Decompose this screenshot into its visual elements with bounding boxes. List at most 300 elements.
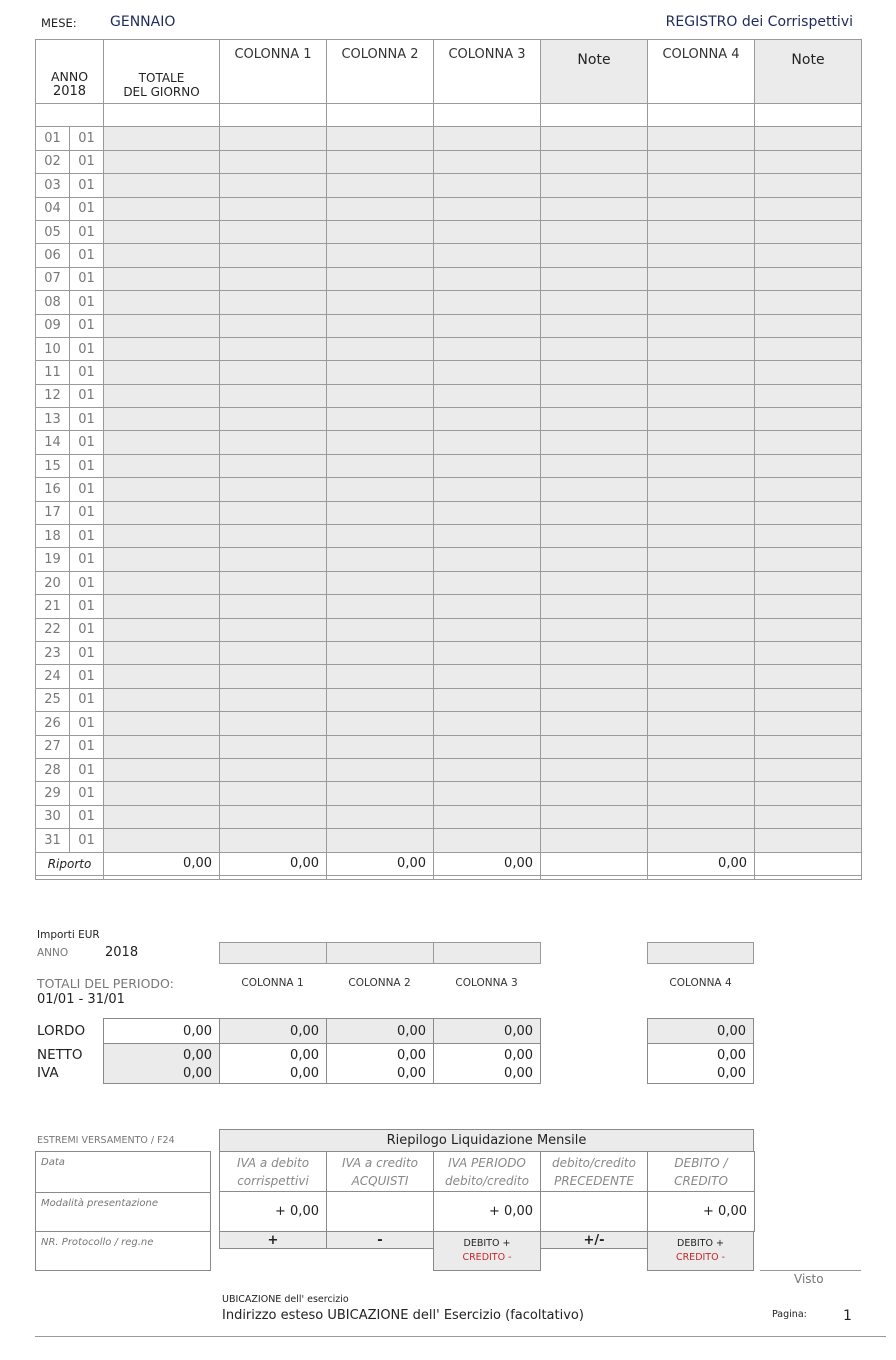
col3-header: COLONNA 3 <box>434 40 541 104</box>
riepilogo-header-line1: IVA a debito <box>236 1156 310 1170</box>
day-col1-cell[interactable] <box>220 291 327 314</box>
day-note2-cell[interactable] <box>755 548 862 571</box>
day-col3-cell[interactable] <box>434 571 541 594</box>
day-totale-cell[interactable] <box>104 501 220 524</box>
day-col2-cell[interactable] <box>327 174 434 197</box>
day-col1-cell[interactable] <box>220 758 327 781</box>
day-totale-cell[interactable] <box>104 688 220 711</box>
day-note1-cell[interactable] <box>541 548 648 571</box>
day-col3-cell[interactable] <box>434 408 541 431</box>
day-totale-cell[interactable] <box>104 758 220 781</box>
day-col1-cell[interactable] <box>220 337 327 360</box>
day-note2-cell[interactable] <box>755 454 862 477</box>
day-col1-cell[interactable] <box>220 782 327 805</box>
day-col4-cell[interactable] <box>648 174 755 197</box>
day-col2-cell[interactable] <box>327 501 434 524</box>
day-totale-cell[interactable] <box>104 127 220 150</box>
day-number: 02 <box>36 150 70 173</box>
day-totale-cell[interactable] <box>104 618 220 641</box>
day-note1-cell[interactable] <box>541 641 648 664</box>
day-note2-cell[interactable] <box>755 782 862 805</box>
day-col2-cell[interactable] <box>327 805 434 828</box>
importi-box-1 <box>219 942 327 964</box>
day-note1-cell[interactable] <box>541 665 648 688</box>
day-col2-cell[interactable] <box>327 478 434 501</box>
day-col3-cell[interactable] <box>434 782 541 805</box>
month-number: 01 <box>70 595 104 618</box>
day-note2-cell[interactable] <box>755 150 862 173</box>
iva-label: IVA <box>37 1065 59 1081</box>
day-note1-cell[interactable] <box>541 688 648 711</box>
day-note1-cell[interactable] <box>541 454 648 477</box>
month-number: 01 <box>70 525 104 548</box>
day-note1-cell[interactable] <box>541 478 648 501</box>
riepilogo-header-line2: CREDITO <box>674 1174 728 1188</box>
day-note2-cell[interactable] <box>755 688 862 711</box>
netto-value: 0,00 <box>290 1048 319 1063</box>
day-note1-cell[interactable] <box>541 174 648 197</box>
day-col3-cell[interactable] <box>434 641 541 664</box>
totale-header-label-2: DEL GIORNO <box>123 85 200 99</box>
day-col1-cell[interactable] <box>220 641 327 664</box>
day-col1-cell[interactable] <box>220 525 327 548</box>
day-col2-cell[interactable] <box>327 595 434 618</box>
day-col4-cell[interactable] <box>648 805 755 828</box>
day-col3-cell[interactable] <box>434 501 541 524</box>
day-col4-cell[interactable] <box>648 548 755 571</box>
day-col3-cell[interactable] <box>434 337 541 360</box>
day-note1-cell[interactable] <box>541 197 648 220</box>
day-note1-cell[interactable] <box>541 758 648 781</box>
day-note2-cell[interactable] <box>755 244 862 267</box>
day-col4-cell[interactable] <box>648 454 755 477</box>
day-note1-cell[interactable] <box>541 735 648 758</box>
day-col4-cell[interactable] <box>648 665 755 688</box>
day-col2-cell[interactable] <box>327 525 434 548</box>
day-col2-cell[interactable] <box>327 548 434 571</box>
day-col4-cell[interactable] <box>648 384 755 407</box>
day-note2-cell[interactable] <box>755 361 862 384</box>
day-note1-cell[interactable] <box>541 525 648 548</box>
day-note1-cell[interactable] <box>541 150 648 173</box>
day-totale-cell[interactable] <box>104 548 220 571</box>
sign-minus <box>326 1231 434 1249</box>
register-title: REGISTRO dei Corrispettivi <box>665 14 853 30</box>
day-row <box>36 525 862 548</box>
day-col1-cell[interactable] <box>220 665 327 688</box>
day-col2-cell[interactable] <box>327 712 434 735</box>
day-col3-cell[interactable] <box>434 595 541 618</box>
day-col1-cell[interactable] <box>220 408 327 431</box>
month-number: 01 <box>70 291 104 314</box>
day-col2-cell[interactable] <box>327 735 434 758</box>
riepilogo-header-line1: DEBITO / <box>674 1156 728 1170</box>
day-number: 15 <box>36 454 70 477</box>
day-note2-cell[interactable] <box>755 197 862 220</box>
day-col1-cell[interactable] <box>220 688 327 711</box>
day-col3-cell[interactable] <box>434 220 541 243</box>
day-number: 17 <box>36 501 70 524</box>
day-note1-cell[interactable] <box>541 361 648 384</box>
versamento-label: ESTREMI VERSAMENTO / F24 <box>37 1135 175 1146</box>
month-number: 01 <box>70 712 104 735</box>
day-note2-cell[interactable] <box>755 758 862 781</box>
day-note2-cell[interactable] <box>755 127 862 150</box>
day-note1-cell[interactable] <box>541 805 648 828</box>
day-note2-cell[interactable] <box>755 314 862 337</box>
day-col4-cell[interactable] <box>648 408 755 431</box>
day-row <box>36 641 862 664</box>
anno-header <box>36 40 104 104</box>
grid-end-cell <box>327 875 434 879</box>
versamento-modalita[interactable]: Modalità presentazione <box>41 1198 159 1209</box>
day-col2-cell[interactable] <box>327 618 434 641</box>
day-col2-cell[interactable] <box>327 220 434 243</box>
day-col3-cell[interactable] <box>434 454 541 477</box>
day-col4-cell[interactable] <box>648 712 755 735</box>
day-totale-cell[interactable] <box>104 478 220 501</box>
day-number: 04 <box>36 197 70 220</box>
day-col4-cell[interactable] <box>648 291 755 314</box>
day-totale-cell[interactable] <box>104 571 220 594</box>
day-col4-cell[interactable] <box>648 618 755 641</box>
day-totale-cell[interactable] <box>104 665 220 688</box>
day-col2-cell[interactable] <box>327 314 434 337</box>
riepilogo-value: + 0,00 <box>275 1204 319 1219</box>
day-col3-cell[interactable] <box>434 478 541 501</box>
totali-col1-header: COLONNA 1 <box>241 977 304 989</box>
note1-header: Note <box>541 40 648 104</box>
day-col4-cell[interactable] <box>648 361 755 384</box>
day-col3-cell[interactable] <box>434 525 541 548</box>
blank-cell <box>755 104 862 127</box>
day-col4-cell[interactable] <box>648 758 755 781</box>
day-note2-cell[interactable] <box>755 291 862 314</box>
day-col1-cell[interactable] <box>220 244 327 267</box>
day-col1-cell[interactable] <box>220 454 327 477</box>
day-note2-cell[interactable] <box>755 174 862 197</box>
day-col4-cell[interactable] <box>648 735 755 758</box>
day-totale-cell[interactable] <box>104 291 220 314</box>
iva-value: 0,00 <box>717 1066 746 1081</box>
day-note2-cell[interactable] <box>755 805 862 828</box>
day-col3-cell[interactable] <box>434 712 541 735</box>
day-totale-cell[interactable] <box>104 337 220 360</box>
day-col4-cell[interactable] <box>648 267 755 290</box>
day-col3-cell[interactable] <box>434 314 541 337</box>
day-number: 30 <box>36 805 70 828</box>
day-note1-cell[interactable] <box>541 267 648 290</box>
day-col1-cell[interactable] <box>220 384 327 407</box>
sign-credito-text: CREDITO - <box>675 1252 726 1263</box>
riepilogo-value-cell[interactable] <box>326 1191 434 1232</box>
month-number: 01 <box>70 220 104 243</box>
day-totale-cell[interactable] <box>104 525 220 548</box>
day-col4-cell[interactable] <box>648 220 755 243</box>
day-note2-cell[interactable] <box>755 829 862 852</box>
versamento-data[interactable]: Data <box>41 1157 65 1168</box>
anno-header-value: 2018 <box>52 84 87 99</box>
riepilogo-value-cell[interactable] <box>647 1191 755 1232</box>
day-col1-cell[interactable] <box>220 618 327 641</box>
day-col3-cell[interactable] <box>434 829 541 852</box>
day-note1-cell[interactable] <box>541 712 648 735</box>
day-totale-cell[interactable] <box>104 267 220 290</box>
day-totale-cell[interactable] <box>104 150 220 173</box>
day-col1-cell[interactable] <box>220 267 327 290</box>
day-note2-cell[interactable] <box>755 595 862 618</box>
day-totale-cell[interactable] <box>104 454 220 477</box>
day-totale-cell[interactable] <box>104 782 220 805</box>
day-note1-cell[interactable] <box>541 501 648 524</box>
day-note2-cell[interactable] <box>755 408 862 431</box>
day-totale-cell[interactable] <box>104 712 220 735</box>
versamento-box <box>35 1151 211 1271</box>
day-totale-cell[interactable] <box>104 384 220 407</box>
day-col3-cell[interactable] <box>434 688 541 711</box>
day-col1-cell[interactable] <box>220 548 327 571</box>
day-col4-cell[interactable] <box>648 571 755 594</box>
day-note2-cell[interactable] <box>755 267 862 290</box>
day-col2-cell[interactable] <box>327 782 434 805</box>
day-note1-cell[interactable] <box>541 291 648 314</box>
day-totale-cell[interactable] <box>104 735 220 758</box>
day-note1-cell[interactable] <box>541 127 648 150</box>
day-col3-cell[interactable] <box>434 665 541 688</box>
day-note2-cell[interactable] <box>755 712 862 735</box>
day-col2-cell[interactable] <box>327 361 434 384</box>
day-note2-cell[interactable] <box>755 478 862 501</box>
day-note1-cell[interactable] <box>541 408 648 431</box>
month-number: 01 <box>70 431 104 454</box>
day-col4-cell[interactable] <box>648 829 755 852</box>
mese-label: MESE: <box>41 16 77 30</box>
day-col2-cell[interactable] <box>327 127 434 150</box>
day-note1-cell[interactable] <box>541 782 648 805</box>
day-note2-cell[interactable] <box>755 384 862 407</box>
day-col1-cell[interactable] <box>220 314 327 337</box>
day-col3-cell[interactable] <box>434 197 541 220</box>
lordo-value: 0,00 <box>326 1018 434 1044</box>
day-col3-cell[interactable] <box>434 384 541 407</box>
riepilogo-header-cell <box>326 1151 434 1192</box>
day-col4-cell[interactable] <box>648 501 755 524</box>
day-totale-cell[interactable] <box>104 805 220 828</box>
netto-iva-box <box>103 1043 220 1084</box>
day-note2-cell[interactable] <box>755 735 862 758</box>
day-row <box>36 712 862 735</box>
day-note2-cell[interactable] <box>755 665 862 688</box>
day-totale-cell[interactable] <box>104 829 220 852</box>
riepilogo-value-cell[interactable] <box>219 1191 327 1232</box>
day-col4-cell[interactable] <box>648 782 755 805</box>
col2-header: COLONNA 2 <box>327 40 434 104</box>
day-col3-cell[interactable] <box>434 735 541 758</box>
day-number: 16 <box>36 478 70 501</box>
day-note2-cell[interactable] <box>755 618 862 641</box>
day-col2-cell[interactable] <box>327 291 434 314</box>
day-col2-cell[interactable] <box>327 197 434 220</box>
day-note1-cell[interactable] <box>541 220 648 243</box>
day-col4-cell[interactable] <box>648 314 755 337</box>
day-col1-cell[interactable] <box>220 150 327 173</box>
day-totale-cell[interactable] <box>104 431 220 454</box>
day-col1-cell[interactable] <box>220 571 327 594</box>
day-col2-cell[interactable] <box>327 758 434 781</box>
note2-header: Note <box>755 40 862 104</box>
day-col1-cell[interactable] <box>220 595 327 618</box>
day-col3-cell[interactable] <box>434 805 541 828</box>
day-row <box>36 688 862 711</box>
day-row <box>36 361 862 384</box>
netto-value: 0,00 <box>717 1048 746 1063</box>
day-col2-cell[interactable] <box>327 454 434 477</box>
day-col4-cell[interactable] <box>648 127 755 150</box>
month-number: 01 <box>70 665 104 688</box>
riepilogo-value-cell[interactable] <box>433 1191 541 1232</box>
day-totale-cell[interactable] <box>104 361 220 384</box>
day-col1-cell[interactable] <box>220 478 327 501</box>
day-col2-cell[interactable] <box>327 665 434 688</box>
day-col2-cell[interactable] <box>327 408 434 431</box>
versamento-protocollo[interactable]: NR. Protocollo / reg.ne <box>41 1237 154 1248</box>
day-totale-cell[interactable] <box>104 174 220 197</box>
day-note1-cell[interactable] <box>541 829 648 852</box>
day-col1-cell[interactable] <box>220 197 327 220</box>
day-note1-cell[interactable] <box>541 571 648 594</box>
day-col2-cell[interactable] <box>327 688 434 711</box>
day-totale-cell[interactable] <box>104 197 220 220</box>
day-col3-cell[interactable] <box>434 431 541 454</box>
day-col4-cell[interactable] <box>648 150 755 173</box>
day-note2-cell[interactable] <box>755 220 862 243</box>
day-col2-cell[interactable] <box>327 337 434 360</box>
day-col3-cell[interactable] <box>434 127 541 150</box>
day-col4-cell[interactable] <box>648 478 755 501</box>
day-note2-cell[interactable] <box>755 501 862 524</box>
day-col3-cell[interactable] <box>434 150 541 173</box>
grid-end-cell <box>104 875 220 879</box>
day-col3-cell[interactable] <box>434 244 541 267</box>
riporto-col1: 0,00 <box>220 852 327 875</box>
grid-end-cell <box>434 875 541 879</box>
day-note1-cell[interactable] <box>541 384 648 407</box>
day-col3-cell[interactable] <box>434 548 541 571</box>
day-number: 08 <box>36 291 70 314</box>
day-row <box>36 478 862 501</box>
day-col4-cell[interactable] <box>648 595 755 618</box>
day-col2-cell[interactable] <box>327 267 434 290</box>
sign-debito-text: DEBITO + <box>677 1238 724 1249</box>
month-number: 01 <box>70 501 104 524</box>
month-number: 01 <box>70 829 104 852</box>
day-col1-cell[interactable] <box>220 501 327 524</box>
day-col3-cell[interactable] <box>434 267 541 290</box>
day-note1-cell[interactable] <box>541 244 648 267</box>
day-col2-cell[interactable] <box>327 244 434 267</box>
day-number: 27 <box>36 735 70 758</box>
day-col2-cell[interactable] <box>327 641 434 664</box>
day-note2-cell[interactable] <box>755 525 862 548</box>
day-note2-cell[interactable] <box>755 641 862 664</box>
day-totale-cell[interactable] <box>104 220 220 243</box>
day-col2-cell[interactable] <box>327 571 434 594</box>
day-row <box>36 127 862 150</box>
day-totale-cell[interactable] <box>104 641 220 664</box>
day-col2-cell[interactable] <box>327 384 434 407</box>
day-col4-cell[interactable] <box>648 525 755 548</box>
day-col3-cell[interactable] <box>434 758 541 781</box>
day-col4-cell[interactable] <box>648 431 755 454</box>
grid-end-cell <box>648 875 755 879</box>
day-note1-cell[interactable] <box>541 618 648 641</box>
day-col4-cell[interactable] <box>648 337 755 360</box>
day-row <box>36 665 862 688</box>
day-row <box>36 758 862 781</box>
day-col1-cell[interactable] <box>220 174 327 197</box>
day-totale-cell[interactable] <box>104 314 220 337</box>
day-col4-cell[interactable] <box>648 688 755 711</box>
month-number: 01 <box>70 688 104 711</box>
day-col4-cell[interactable] <box>648 244 755 267</box>
day-totale-cell[interactable] <box>104 244 220 267</box>
day-note1-cell[interactable] <box>541 595 648 618</box>
day-col4-cell[interactable] <box>648 641 755 664</box>
day-col1-cell[interactable] <box>220 712 327 735</box>
day-row <box>36 782 862 805</box>
day-col2-cell[interactable] <box>327 150 434 173</box>
day-note2-cell[interactable] <box>755 337 862 360</box>
day-note2-cell[interactable] <box>755 431 862 454</box>
day-number: 09 <box>36 314 70 337</box>
day-col3-cell[interactable] <box>434 361 541 384</box>
lordo-value: 0,00 <box>433 1018 541 1044</box>
day-col3-cell[interactable] <box>434 174 541 197</box>
day-col1-cell[interactable] <box>220 220 327 243</box>
day-col1-cell[interactable] <box>220 431 327 454</box>
day-col4-cell[interactable] <box>648 197 755 220</box>
riepilogo-value-cell[interactable] <box>540 1191 648 1232</box>
day-col1-cell[interactable] <box>220 735 327 758</box>
totale-header-label-1: TOTALE <box>138 71 185 85</box>
day-note1-cell[interactable] <box>541 431 648 454</box>
blank-cell <box>104 104 220 127</box>
blank-cell <box>434 104 541 127</box>
day-col1-cell[interactable] <box>220 829 327 852</box>
netto-value: 0,00 <box>397 1048 426 1063</box>
blank-cell <box>36 104 104 127</box>
day-col3-cell[interactable] <box>434 618 541 641</box>
riepilogo-header-cell <box>647 1151 755 1192</box>
day-row <box>36 571 862 594</box>
day-note2-cell[interactable] <box>755 571 862 594</box>
totali-period: 01/01 - 31/01 <box>37 992 125 1007</box>
day-number: 18 <box>36 525 70 548</box>
day-col2-cell[interactable] <box>327 431 434 454</box>
day-col2-cell[interactable] <box>327 829 434 852</box>
day-col1-cell[interactable] <box>220 127 327 150</box>
day-totale-cell[interactable] <box>104 595 220 618</box>
day-col3-cell[interactable] <box>434 291 541 314</box>
day-note1-cell[interactable] <box>541 314 648 337</box>
month-number: 01 <box>70 571 104 594</box>
day-col1-cell[interactable] <box>220 805 327 828</box>
month-number: 01 <box>70 244 104 267</box>
pagina-value: 1 <box>843 1308 852 1324</box>
day-totale-cell[interactable] <box>104 408 220 431</box>
day-col1-cell[interactable] <box>220 361 327 384</box>
day-note1-cell[interactable] <box>541 337 648 360</box>
